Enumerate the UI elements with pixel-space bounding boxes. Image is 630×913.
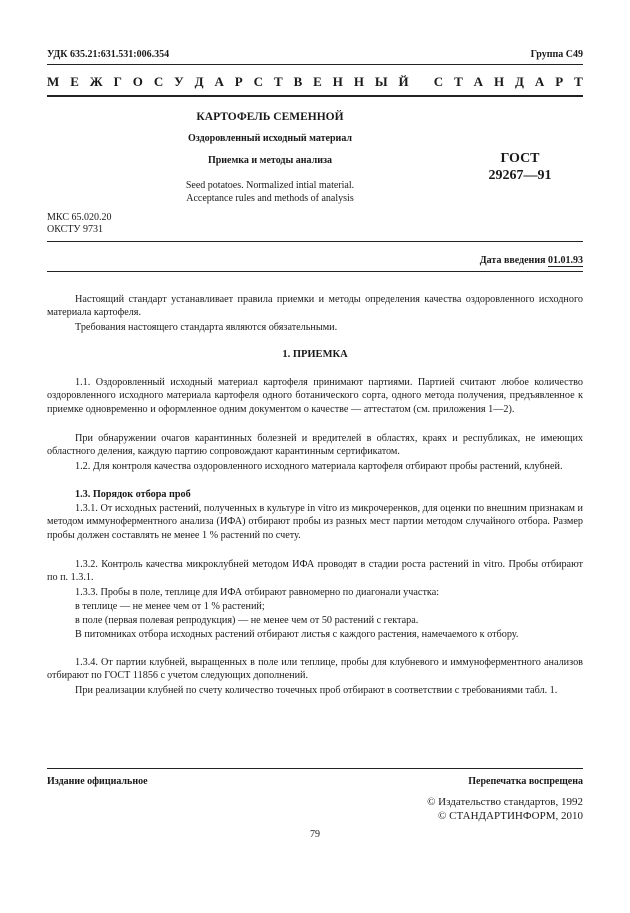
heading-letter: Р xyxy=(555,74,564,89)
heading-letter xyxy=(420,74,423,90)
heading-letter: Н xyxy=(493,74,505,89)
heading-letter: А xyxy=(534,74,545,89)
mks-code: МКС 65.020.20 xyxy=(47,212,112,223)
english-title-line-1: Seed potatoes. Normalized intial material. xyxy=(185,180,355,191)
group-code: Группа С49 xyxy=(530,49,583,60)
heading-letter: Ж xyxy=(89,74,103,89)
para-1-3-4: 1.3.4. От партии клубней, выращенных в поле или теплице, пробы для клубневого и иммуноферментного анализов отбирают по ГОСТ 11856 с учетом следующих дополнений. xyxy=(47,657,583,682)
standard-type-heading xyxy=(47,74,583,90)
heading-letter: Д xyxy=(515,74,524,89)
introduction-date-value: 01.01.93 xyxy=(548,255,583,266)
date-rule xyxy=(47,271,583,272)
copyright-block xyxy=(427,795,583,823)
introduction-date xyxy=(480,255,583,266)
heading-letter: М xyxy=(47,74,60,89)
heading-letter: А xyxy=(473,74,484,89)
gost-number: 29267—91 xyxy=(488,168,552,183)
intro-paragraph-2: Требования настоящего стандарта являются обязательными. xyxy=(75,322,338,333)
heading-letter: Ы xyxy=(374,74,388,89)
reprint-notice: Перепечатка воспрещена xyxy=(468,776,583,787)
copyright-line-1: © Издательство стандартов, 1992 xyxy=(427,796,583,808)
heading-letter: Т xyxy=(273,74,283,89)
para-1-3-3: 1.3.3. Пробы в поле, теплице для ИФА отбирают равномерно по диагонали участка: xyxy=(75,587,440,598)
section-1-heading: 1. ПРИЕМКА xyxy=(282,349,348,360)
para-1-2: 1.2. Для контроля качества оздоровленного исходного материала картофеля отбирают пробы растений, клубней. xyxy=(75,461,563,472)
heading-letter: А xyxy=(214,74,224,89)
gost-designation xyxy=(470,150,570,184)
edition-label: Издание официальное xyxy=(47,776,148,787)
para-1-3-2: 1.3.2. Контроль качества микроклубней методом ИФА проводят в стадии роста растений in vitro. Пробы отбирают по п. 1.3.1. xyxy=(47,559,583,584)
udk-code: УДК 635.21:631.531:006.354 xyxy=(47,49,170,60)
heading-letter: Р xyxy=(234,74,243,89)
heading-letter: У xyxy=(174,74,184,89)
document-title: КАРТОФЕЛЬ СЕМЕННОЙ xyxy=(196,111,344,123)
header-rule-top xyxy=(47,64,583,65)
para-1-1: 1.1. Оздоровленный исходный материал картофеля принимают партиями. Партией считают любое количество оздоровленного исходного материала картофеля одного ботанического сорта, одного метода получения, предъявленное к приемке одновременно и оформленное одним документом о качестве — аттестатом (см. приложения 1—2). xyxy=(47,377,583,415)
header-rule-bottom xyxy=(47,95,583,97)
document-subtitle-2: Приемка и методы анализа xyxy=(207,155,333,166)
english-title-line-2: Acceptance rules and methods of analysis xyxy=(186,193,354,204)
heading-letter: С xyxy=(253,74,264,89)
classification-codes xyxy=(47,212,111,236)
okstu-code: ОКСТУ 9731 xyxy=(47,224,104,235)
para-1-3-3-greenhouse: в теплице — не менее чем от 1 % растений; xyxy=(75,601,265,612)
heading-letter: Н xyxy=(332,74,343,89)
document-subtitle-1: Оздоровленный исходный материал xyxy=(187,133,353,144)
heading-letter: Г xyxy=(113,74,122,89)
heading-letter: Т xyxy=(574,74,583,89)
copyright-line-2: © СТАНДАРТИНФОРМ, 2010 xyxy=(438,810,583,822)
heading-letter: С xyxy=(153,74,164,89)
para-1-3-4-count: При реализации клубней по счету количество точечных проб отбирают в соответствии с требованиями табл. 1. xyxy=(75,685,558,696)
heading-letter: В xyxy=(293,74,303,89)
english-title xyxy=(120,179,420,205)
footer-rule xyxy=(47,768,583,769)
heading-letter: Е xyxy=(313,74,322,89)
para-1-3-3-field: в поле (первая полевая репродукция) — не менее чем от 50 растений с гектара. xyxy=(75,615,419,626)
heading-letter: Т xyxy=(454,74,463,89)
para-1-3-1: 1.3.1. От исходных растений, полученных в культуре in vitro из микрочеренков, для оценки по внешним признакам и методом иммуноферментного анализа (ИФА) отбирают пробы из разных мест партии методом случайного отбора. Размер пробы должен составлять не менее 1 % растений по счету. xyxy=(47,503,583,541)
page-number: 79 xyxy=(310,829,320,840)
heading-letter: Д xyxy=(194,74,204,89)
introduction-date-label: Дата введения xyxy=(479,255,546,266)
heading-letter: О xyxy=(132,74,143,89)
heading-letter: Н xyxy=(353,74,364,89)
heading-letter: Й xyxy=(398,74,409,89)
para-1-1-quarantine: При обнаружении очагов карантинных болезней и вредителей в областях, краях и республиках, не имеющих областного деления, каждую партию сопровождают карантинным сертификатом. xyxy=(47,433,583,458)
subheading-1-3: 1.3. Порядок отбора проб xyxy=(75,489,191,500)
title-block-rule xyxy=(47,241,583,242)
gost-label: ГОСТ xyxy=(500,151,540,166)
heading-letter: С xyxy=(433,74,444,89)
intro-paragraph-1: Настоящий стандарт устанавливает правила приемки и методы определения качества оздоровленного исходного материала картофеля. xyxy=(47,294,583,319)
heading-letter: Е xyxy=(70,74,79,89)
para-1-3-3-nursery: В питомниках отбора исходных растений отбирают листья с каждого растения, намечаемого к отбору. xyxy=(75,629,519,640)
